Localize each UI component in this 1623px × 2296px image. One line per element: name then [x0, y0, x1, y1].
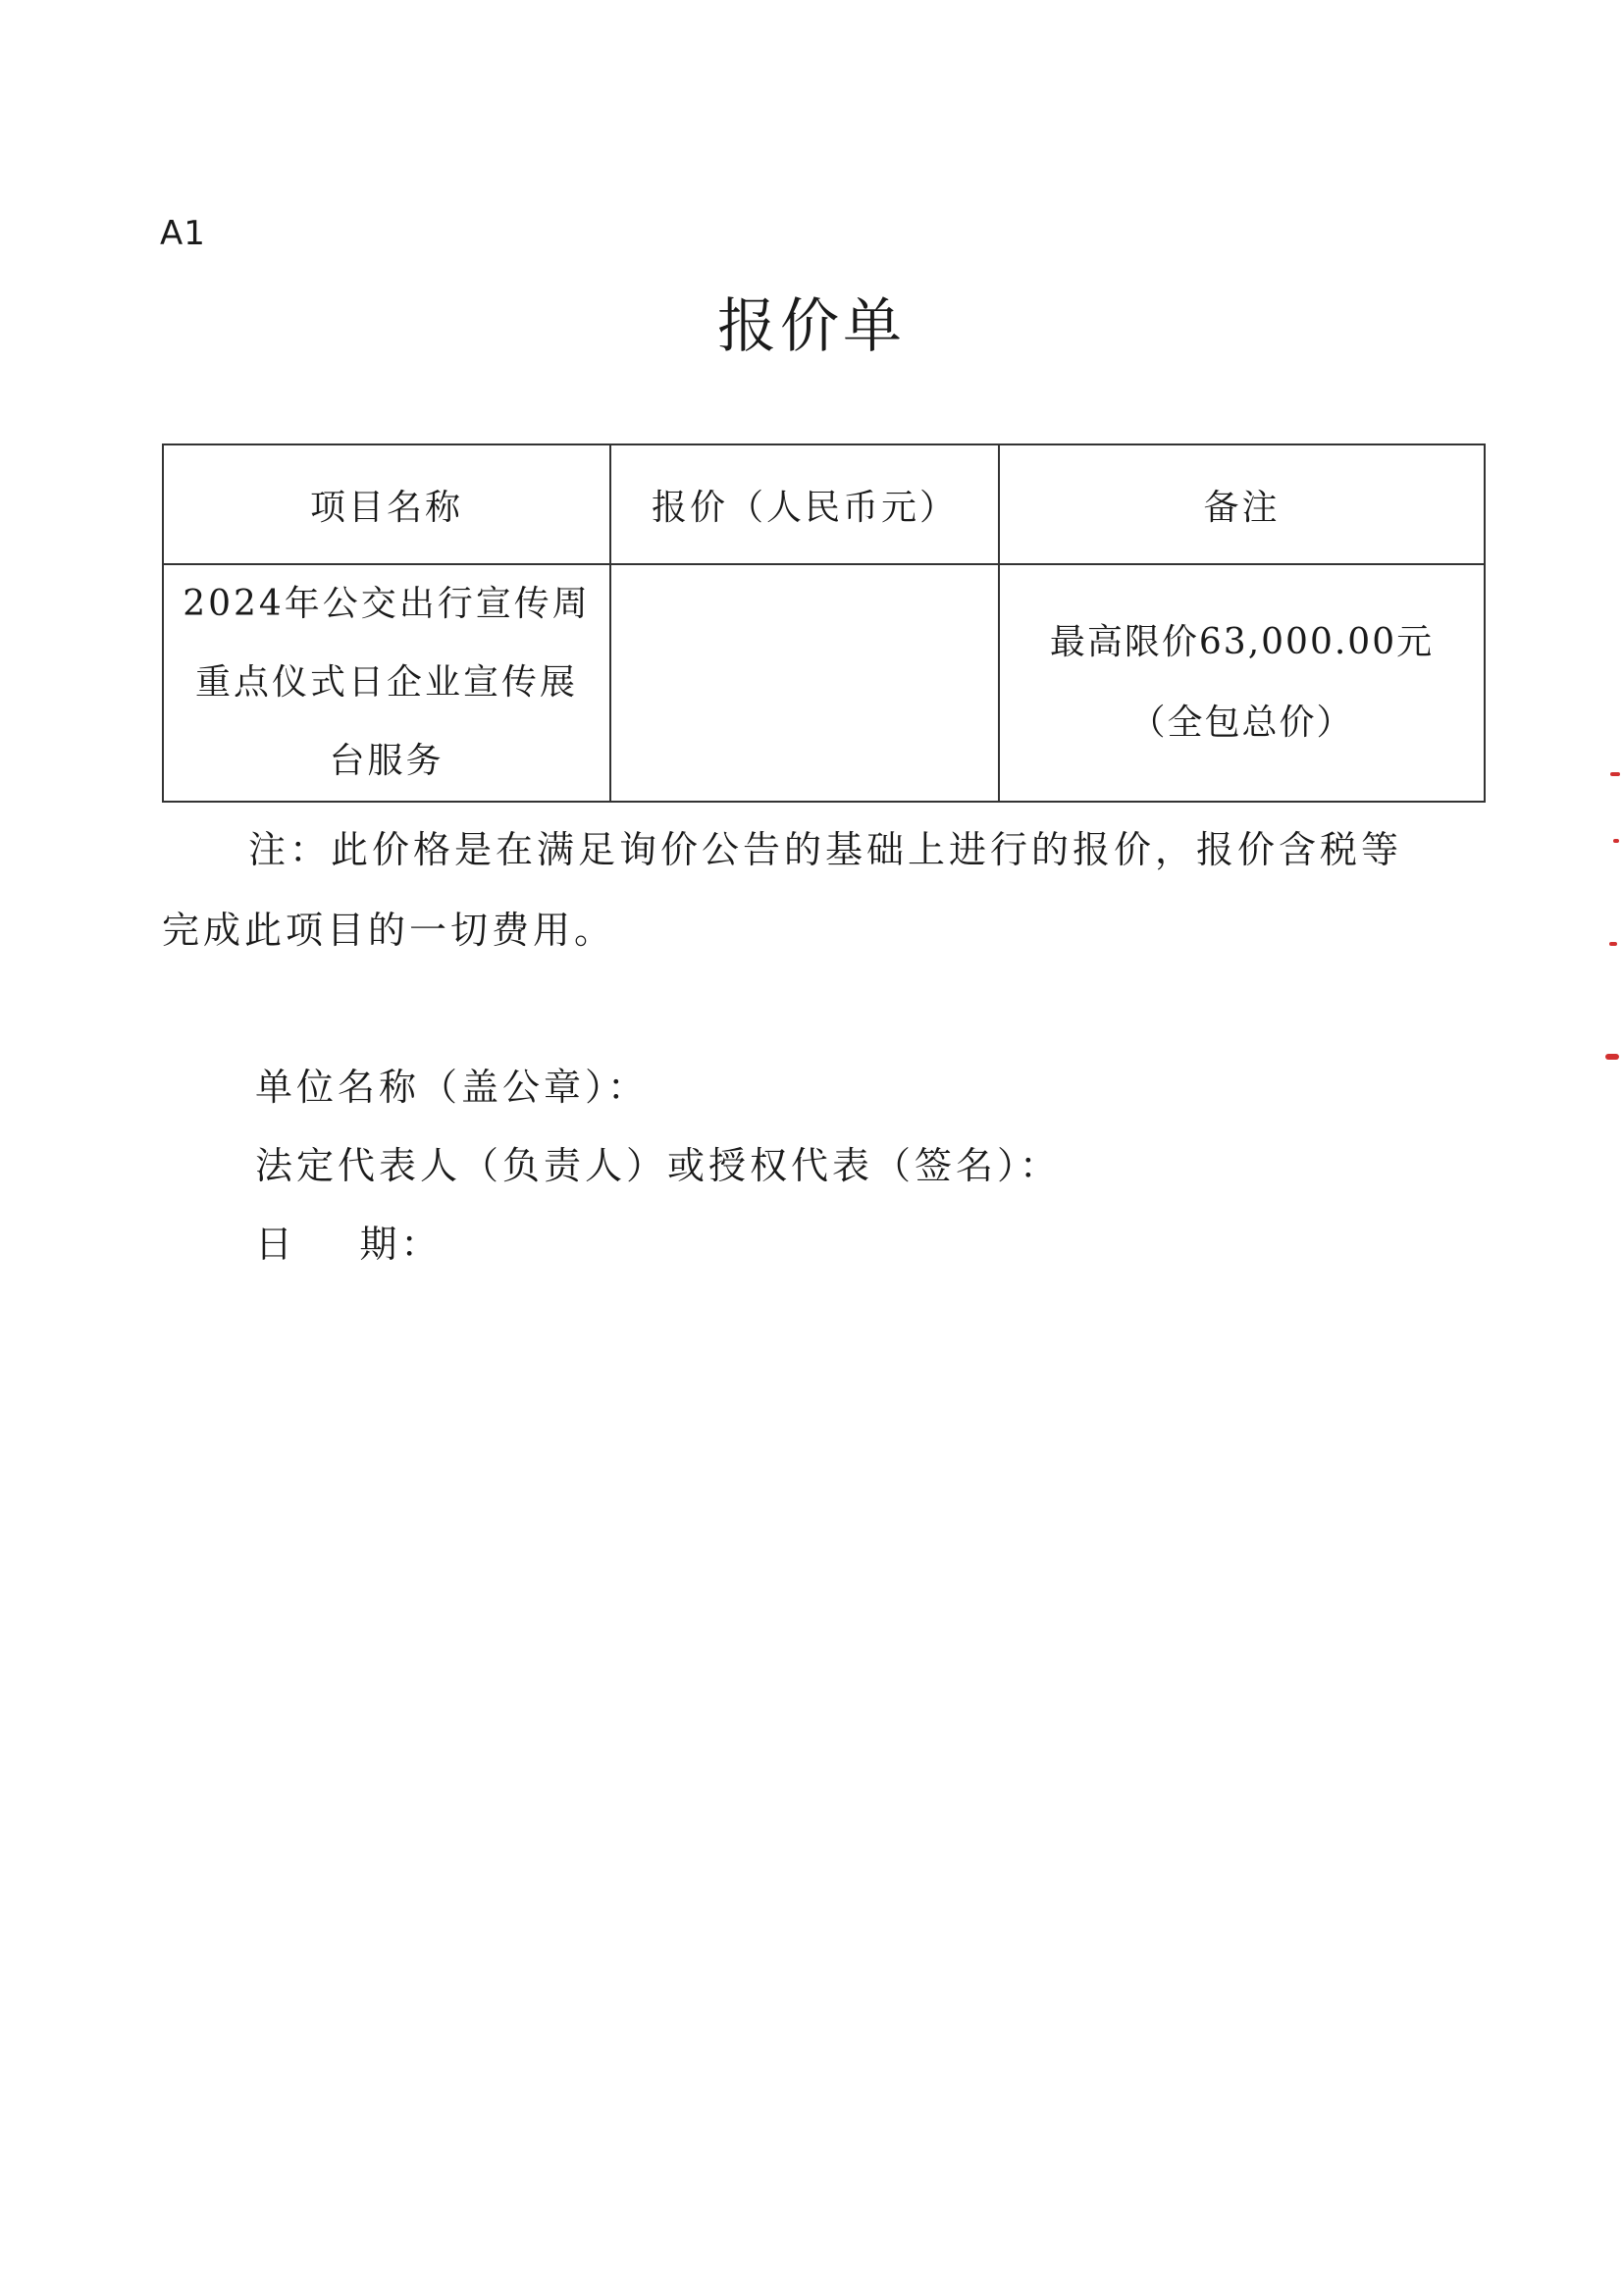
header-quote: 报价（人民币元）: [610, 444, 999, 564]
seal-edge-mark: [1613, 839, 1619, 843]
unit-name-label: 单位名称（盖公章）：: [255, 1066, 650, 1109]
signature-block: [255, 1048, 1061, 1283]
note-paragraph: 注：此价格是在满足询价公告的基础上进行的报价，报价含税等完成此项目的一切费用。: [162, 828, 1403, 952]
remark-total-price-note: （全包总价）: [1129, 703, 1354, 743]
table-header-row: [163, 444, 1485, 564]
seal-edge-mark: [1605, 1054, 1619, 1060]
date-label: 日 期：: [255, 1223, 443, 1266]
header-remark: 备注: [999, 444, 1485, 564]
seal-edge-mark: [1610, 772, 1620, 776]
doc-title: 报价单: [717, 292, 906, 361]
project-name-cell: 2024年公交出行宣传周重点仪式日企业宣传展台服务: [163, 564, 610, 802]
seal-edge-mark: [1609, 942, 1617, 946]
remark-max-price: 最高限价63,000.00元: [1049, 622, 1435, 662]
header-project-name: 项目名称: [163, 444, 610, 564]
quote-table: [162, 444, 1486, 803]
page-code: A1: [160, 214, 206, 253]
remark-cell: [999, 564, 1485, 802]
quote-cell[interactable]: [610, 564, 999, 802]
representative-label: 法定代表人（负责人）或授权代表（签名）：: [255, 1144, 1062, 1187]
table-row: [163, 564, 1485, 802]
